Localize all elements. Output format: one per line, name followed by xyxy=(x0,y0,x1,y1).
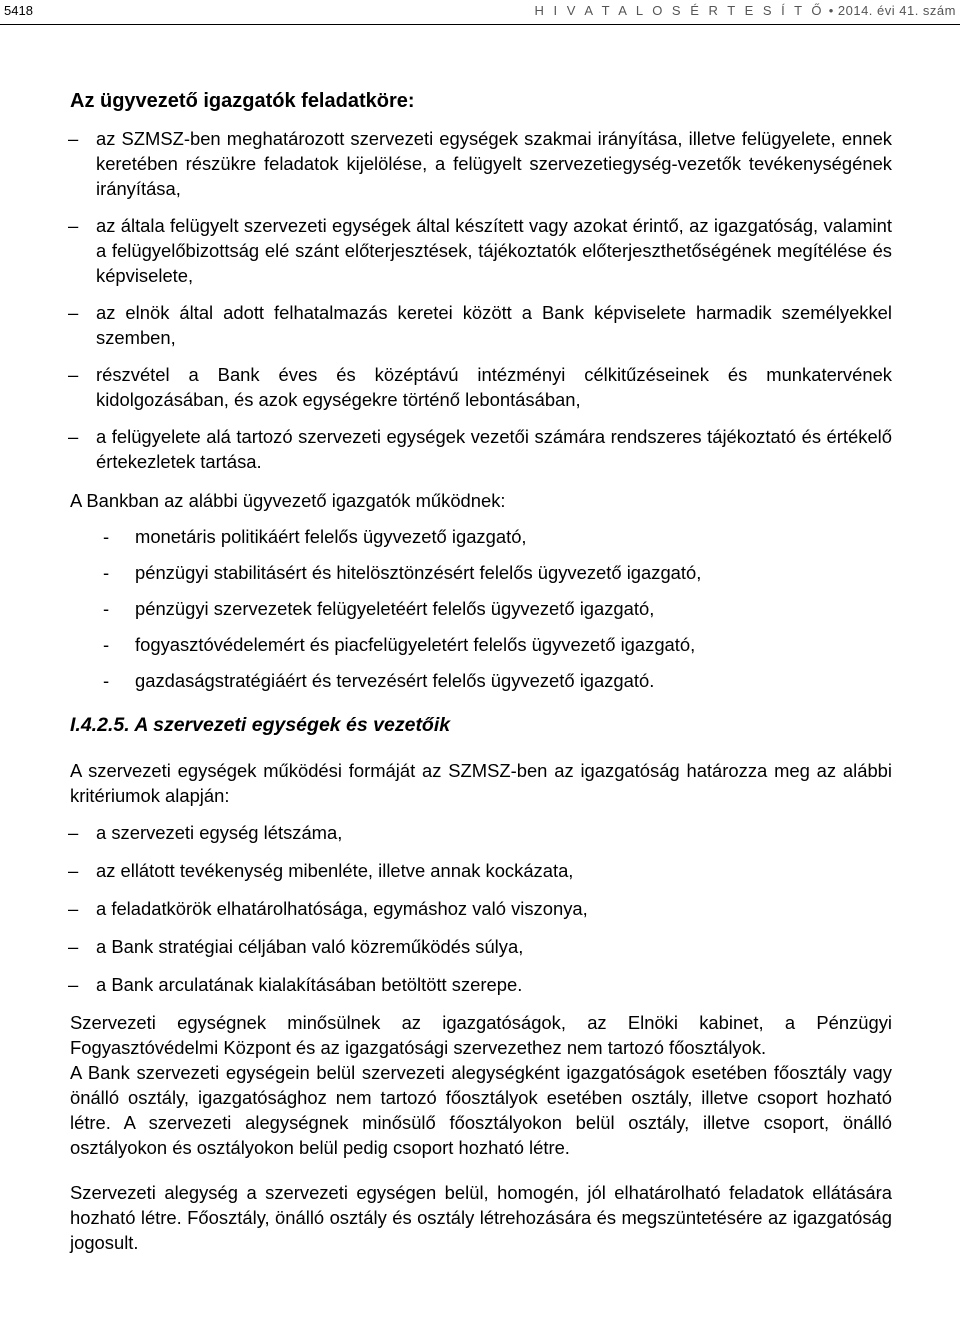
duties-heading: Az ügyvezető igazgatók feladatköre: xyxy=(70,90,415,112)
list-item: - monetáris politikáért felelős ügyvezető igazgató, xyxy=(70,524,892,549)
journal-masthead xyxy=(535,2,956,20)
paragraph-subunits: A Bank szervezeti egységein belül szervezeti alegységként igazgatóságok esetében főosztály vagy önálló osztály, igazgatósághoz nem tartozó főosztályok esetében osztály, illetve csoport hozható létre. A szervezeti alegységnek minősülő főosztályokon belül osztály, illetve csoport, önálló osztályokon és osztályokon belül pedig csoport hozható létre. xyxy=(70,1062,892,1158)
list-item: – a feladatkörök elhatárolhatósága, egymáshoz való viszonya, xyxy=(70,896,892,921)
list-item: - pénzügyi szervezetek felügyeletéért felelős ügyvezető igazgató, xyxy=(70,596,892,621)
directors-intro: A Bankban az alábbi ügyvezető igazgatók működnek: xyxy=(70,490,506,511)
list-item: - gazdaságstratégiáért és tervezésért felelős ügyvezető igazgató. xyxy=(70,668,892,693)
duties-list xyxy=(70,126,892,474)
list-item: – az SZMSZ-ben meghatározott szervezeti egységek szakmai irányítása, illetve felügyelete, ennek keretében részükre feladatok kijelölése, a felügyelt szervezetiegység-vezetők tevékenységének irányítása, xyxy=(70,126,892,201)
paragraph-subunit-creation: Szervezeti alegység a szervezeti egységen belül, homogén, jól elhatárolható feladatok ellátására hozható létre. Főosztály, önálló osztály és osztály létrehozására és megszüntetésére az igazgatóság jogosult. xyxy=(70,1182,892,1253)
list-item: - fogyasztóvédelemért és piacfelügyeletért felelős ügyvezető igazgató, xyxy=(70,632,892,657)
list-item: – a Bank stratégiai céljában való közreműködés súlya, xyxy=(70,934,892,959)
document-body xyxy=(70,88,892,1255)
directors-list xyxy=(70,524,892,693)
paragraph-units: Szervezeti egységnek minősülnek az igazgatóságok, az Elnöki kabinet, a Pénzügyi Fogyasztóvédelmi Központ és az igazgatósági szervezethez nem tartozó főosztályok. xyxy=(70,1012,892,1058)
separator-bullet: • xyxy=(828,3,834,18)
criteria-list xyxy=(70,820,892,997)
section-title: I.4.2.5. A szervezeti egységek és vezetőik xyxy=(70,714,451,736)
list-item: - pénzügyi stabilitásért és hitelösztönzésért felelős ügyvezető igazgató, xyxy=(70,560,892,585)
page-number: 5418 xyxy=(4,3,33,18)
list-item: – a Bank arculatának kialakításában betöltött szerepe. xyxy=(70,972,892,997)
list-item: – az elnök által adott felhatalmazás keretei között a Bank képviselete harmadik személyekkel szemben, xyxy=(70,300,892,350)
list-item: – részvétel a Bank éves és középtávú intézményi célkitűzéseinek és munkatervének kidolgozásában, és azok egységekre történő lebontásában, xyxy=(70,362,892,412)
list-item: – a felügyelete alá tartozó szervezeti egységek vezetői számára rendszeres tájékoztató és értékelő értekezletek tartása. xyxy=(70,424,892,474)
page-header xyxy=(0,0,960,25)
section-intro: A szervezeti egységek működési formáját az SZMSZ-ben az igazgatóság határozza meg az alábbi kritériumok alapján: xyxy=(70,760,892,806)
list-item: – az ellátott tevékenység mibenléte, illetve annak kockázata, xyxy=(70,858,892,883)
list-item: – a szervezeti egység létszáma, xyxy=(70,820,892,845)
list-item: – az általa felügyelt szervezeti egységek által készített vagy azokat érintő, az igazgatóság, valamint a felügyelőbizottság elé szánt előterjesztések, tájékoztatók előterjeszthetőségének megítélése és képviselete, xyxy=(70,213,892,288)
issue-number: 2014. évi 41. szám xyxy=(837,3,956,18)
journal-title: H I V A T A L O S É R T E S Í T Ő xyxy=(534,3,825,18)
